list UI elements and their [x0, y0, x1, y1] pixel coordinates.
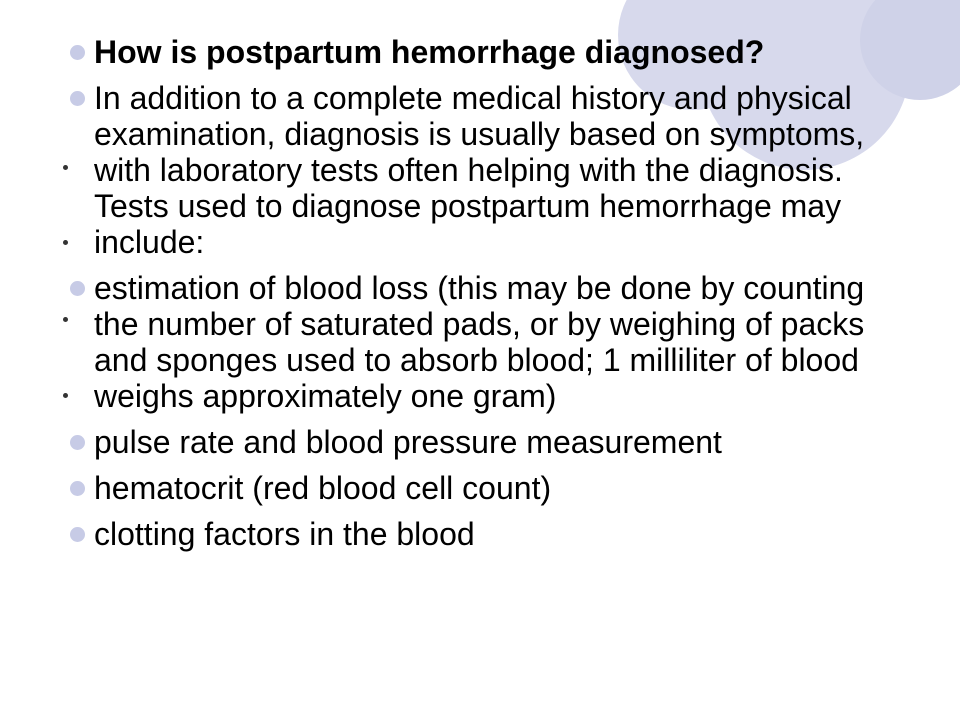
bullet-icon	[70, 435, 85, 450]
heading-question: How is postpartum hemorrhage diagnosed?	[94, 34, 765, 70]
bullet-list	[70, 34, 900, 562]
bullet-icon	[70, 91, 85, 106]
list-item-text: estimation of blood loss (this may be done by counting the number of saturated pads, or by weighing of packs and sponges used to absorb blood; 1 milliliter of blood weighs approximately one gram)	[94, 270, 865, 414]
bullet-icon	[70, 481, 85, 496]
list-item	[70, 516, 900, 552]
list-item	[70, 34, 900, 70]
list-item	[70, 270, 900, 414]
small-bullet-dot	[63, 317, 68, 322]
list-item	[70, 424, 900, 460]
list-item-text: clotting factors in the blood	[94, 516, 475, 552]
bullet-icon	[70, 45, 85, 60]
bullet-icon	[70, 281, 85, 296]
small-bullet-dot	[63, 393, 68, 398]
list-item-text: pulse rate and blood pressure measurement	[94, 424, 722, 460]
small-bullet-dot	[63, 240, 68, 245]
bullet-icon	[70, 527, 85, 542]
list-item	[70, 80, 900, 260]
list-item-text: In addition to a complete medical history and physical examination, diagnosis is usually based on symptoms, with laboratory tests often helping with the diagnosis. Tests used to diagnose postpartum hemorrhage may include:	[94, 80, 865, 260]
small-bullet-dot	[63, 165, 68, 170]
list-item	[70, 470, 900, 506]
list-item-text: hematocrit (red blood cell count)	[94, 470, 552, 506]
